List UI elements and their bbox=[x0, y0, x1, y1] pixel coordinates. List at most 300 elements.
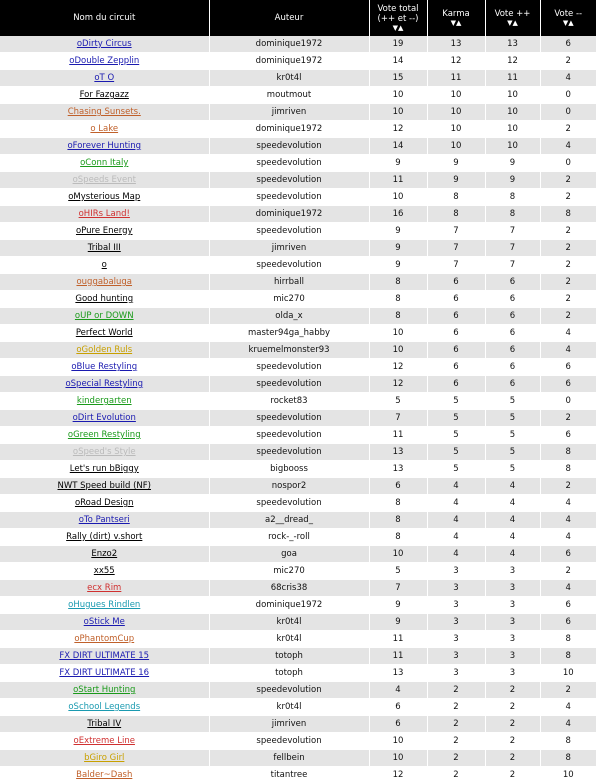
vote-total-cell: 9 bbox=[369, 597, 427, 614]
header-vote-total bbox=[369, 0, 427, 36]
karma-cell: 7 bbox=[427, 223, 485, 240]
circuit-name-cell bbox=[0, 478, 209, 495]
vote-up-cell: 9 bbox=[485, 155, 540, 172]
table-row bbox=[0, 699, 596, 716]
karma-cell: 4 bbox=[427, 529, 485, 546]
vote-down-cell: 8 bbox=[540, 206, 596, 223]
circuit-name-cell bbox=[0, 104, 209, 121]
vote-down-cell: 0 bbox=[540, 104, 596, 121]
table-row bbox=[0, 410, 596, 427]
vote-down-cell: 4 bbox=[540, 716, 596, 733]
sort-arrows-karma[interactable]: ▼▲ bbox=[428, 19, 485, 28]
vote-down-cell: 2 bbox=[540, 121, 596, 138]
table-row bbox=[0, 631, 596, 648]
author-cell: mic270 bbox=[209, 291, 369, 308]
vote-up-cell: 2 bbox=[485, 750, 540, 767]
vote-up-cell: 10 bbox=[485, 87, 540, 104]
circuit-name-cell bbox=[0, 665, 209, 682]
circuit-name-cell bbox=[0, 87, 209, 104]
karma-cell: 9 bbox=[427, 172, 485, 189]
vote-down-cell: 8 bbox=[540, 648, 596, 665]
vote-down-cell: 4 bbox=[540, 580, 596, 597]
author-cell: speedevolution bbox=[209, 410, 369, 427]
circuit-name-link[interactable]: oPure Energy bbox=[76, 226, 133, 236]
vote-total-cell: 14 bbox=[369, 138, 427, 155]
vote-down-cell: 2 bbox=[540, 223, 596, 240]
vote-total-cell: 6 bbox=[369, 716, 427, 733]
author-cell: jimriven bbox=[209, 104, 369, 121]
vote-total-cell: 10 bbox=[369, 104, 427, 121]
vote-down-cell: 6 bbox=[540, 359, 596, 376]
author-cell: goa bbox=[209, 546, 369, 563]
circuit-name-link[interactable]: oDirt Evolution bbox=[73, 413, 136, 423]
circuit-name-link[interactable]: FX DIRT ULTIMATE 16 bbox=[59, 668, 149, 678]
vote-down-cell: 10 bbox=[540, 665, 596, 682]
karma-cell: 3 bbox=[427, 631, 485, 648]
table-row bbox=[0, 495, 596, 512]
vote-up-cell: 8 bbox=[485, 189, 540, 206]
vote-down-cell: 8 bbox=[540, 631, 596, 648]
vote-total-cell: 11 bbox=[369, 631, 427, 648]
vote-down-cell: 4 bbox=[540, 512, 596, 529]
karma-cell: 5 bbox=[427, 393, 485, 410]
table-row bbox=[0, 172, 596, 189]
author-cell: rock-_-roll bbox=[209, 529, 369, 546]
circuit-name-link[interactable]: oDirty Circus bbox=[77, 39, 132, 49]
header-circuit-name bbox=[0, 0, 209, 36]
circuit-name-link[interactable]: ecx Rim bbox=[87, 583, 121, 593]
circuit-name-cell bbox=[0, 70, 209, 87]
circuit-name-link[interactable]: oDouble Zepplin bbox=[69, 56, 139, 66]
vote-total-cell: 10 bbox=[369, 546, 427, 563]
circuit-name-link[interactable]: oPhantomCup bbox=[74, 634, 134, 644]
author-cell: kr0t4l bbox=[209, 631, 369, 648]
table-row bbox=[0, 444, 596, 461]
author-cell: dominique1972 bbox=[209, 206, 369, 223]
table-row bbox=[0, 750, 596, 767]
vote-down-cell: 2 bbox=[540, 172, 596, 189]
circuit-name-link[interactable]: o bbox=[102, 260, 107, 270]
circuit-name-link[interactable]: oMysterious Map bbox=[68, 192, 140, 202]
author-cell: dominique1972 bbox=[209, 53, 369, 70]
vote-up-cell: 12 bbox=[485, 53, 540, 70]
vote-total-cell: 8 bbox=[369, 274, 427, 291]
circuit-name-link[interactable]: oSpeeds Event bbox=[73, 175, 136, 185]
vote-down-cell: 2 bbox=[540, 308, 596, 325]
circuit-name-link[interactable]: oHIRs Land! bbox=[79, 209, 130, 219]
vote-up-cell: 7 bbox=[485, 257, 540, 274]
table-row bbox=[0, 274, 596, 291]
author-cell: dominique1972 bbox=[209, 36, 369, 53]
table-row bbox=[0, 767, 596, 784]
table-row bbox=[0, 580, 596, 597]
author-cell: jimriven bbox=[209, 240, 369, 257]
vote-up-cell: 6 bbox=[485, 342, 540, 359]
circuit-name-link[interactable]: oHugues Rindlen bbox=[68, 600, 140, 610]
vote-total-cell: 8 bbox=[369, 291, 427, 308]
author-cell: speedevolution bbox=[209, 189, 369, 206]
vote-total-cell: 8 bbox=[369, 308, 427, 325]
karma-cell: 10 bbox=[427, 87, 485, 104]
circuit-name-cell bbox=[0, 206, 209, 223]
circuit-name-link[interactable]: Let's run bBiggy bbox=[70, 464, 139, 474]
karma-cell: 6 bbox=[427, 342, 485, 359]
table-row bbox=[0, 393, 596, 410]
karma-cell: 13 bbox=[427, 36, 485, 53]
author-cell: olda_x bbox=[209, 308, 369, 325]
circuit-name-cell bbox=[0, 376, 209, 393]
circuit-name-link[interactable]: FX DIRT ULTIMATE 15 bbox=[59, 651, 149, 661]
karma-cell: 2 bbox=[427, 682, 485, 699]
circuit-name-link[interactable]: o Lake bbox=[90, 124, 118, 134]
vote-total-cell: 8 bbox=[369, 495, 427, 512]
circuit-name-cell bbox=[0, 682, 209, 699]
vote-up-cell: 6 bbox=[485, 359, 540, 376]
circuit-name-cell bbox=[0, 648, 209, 665]
table-row bbox=[0, 53, 596, 70]
circuit-name-cell bbox=[0, 699, 209, 716]
vote-down-cell: 2 bbox=[540, 478, 596, 495]
vote-up-cell: 8 bbox=[485, 206, 540, 223]
circuit-name-cell bbox=[0, 240, 209, 257]
circuit-name-link[interactable]: oForever Hunting bbox=[67, 141, 141, 151]
karma-cell: 5 bbox=[427, 427, 485, 444]
vote-up-cell: 4 bbox=[485, 495, 540, 512]
vote-total-cell: 10 bbox=[369, 733, 427, 750]
karma-cell: 3 bbox=[427, 648, 485, 665]
vote-up-cell: 5 bbox=[485, 393, 540, 410]
circuit-name-link[interactable]: oStart Hunting bbox=[73, 685, 135, 695]
circuit-name-link[interactable]: oSchool Legends bbox=[68, 702, 140, 712]
vote-up-cell: 3 bbox=[485, 597, 540, 614]
karma-cell: 10 bbox=[427, 104, 485, 121]
circuit-name-cell bbox=[0, 291, 209, 308]
vote-up-cell: 10 bbox=[485, 138, 540, 155]
vote-up-cell: 5 bbox=[485, 427, 540, 444]
author-cell: speedevolution bbox=[209, 138, 369, 155]
author-cell: speedevolution bbox=[209, 495, 369, 512]
karma-cell: 6 bbox=[427, 359, 485, 376]
vote-down-cell: 4 bbox=[540, 342, 596, 359]
vote-down-cell: 2 bbox=[540, 257, 596, 274]
vote-up-cell: 7 bbox=[485, 240, 540, 257]
circuit-name-link[interactable]: NWT Speed build (NF) bbox=[58, 481, 152, 491]
vote-total-cell: 10 bbox=[369, 87, 427, 104]
sort-arrows-vote-up[interactable]: ▼▲ bbox=[486, 19, 540, 28]
circuit-name-cell bbox=[0, 223, 209, 240]
circuit-name-link[interactable]: bGiro Girl bbox=[84, 753, 124, 763]
author-cell: totoph bbox=[209, 648, 369, 665]
circuit-name-link[interactable]: kindergarten bbox=[77, 396, 132, 406]
karma-cell: 6 bbox=[427, 308, 485, 325]
circuit-name-link[interactable]: oT O bbox=[94, 73, 114, 83]
karma-cell: 3 bbox=[427, 614, 485, 631]
vote-up-cell: 13 bbox=[485, 36, 540, 53]
vote-total-cell: 12 bbox=[369, 121, 427, 138]
author-cell: speedevolution bbox=[209, 172, 369, 189]
circuit-name-link[interactable]: Chasing Sunsets. bbox=[68, 107, 141, 117]
vote-total-cell: 8 bbox=[369, 512, 427, 529]
karma-cell: 5 bbox=[427, 444, 485, 461]
circuit-name-link[interactable]: oBlue Restyling bbox=[71, 362, 137, 372]
vote-down-cell: 10 bbox=[540, 767, 596, 784]
vote-total-cell: 16 bbox=[369, 206, 427, 223]
author-cell: a2__dread_ bbox=[209, 512, 369, 529]
header-vote-total-sublabel: (++ et --) bbox=[370, 14, 427, 24]
circuit-name-link[interactable]: oSpecial Restyling bbox=[65, 379, 143, 389]
table-row bbox=[0, 206, 596, 223]
circuit-name-cell bbox=[0, 410, 209, 427]
vote-down-cell: 2 bbox=[540, 682, 596, 699]
author-cell: kr0t4l bbox=[209, 699, 369, 716]
vote-total-cell: 12 bbox=[369, 767, 427, 784]
vote-down-cell: 4 bbox=[540, 495, 596, 512]
circuit-name-link[interactable]: oStick Me bbox=[84, 617, 125, 627]
vote-up-cell: 3 bbox=[485, 648, 540, 665]
vote-down-cell: 4 bbox=[540, 70, 596, 87]
vote-down-cell: 0 bbox=[540, 87, 596, 104]
circuit-name-cell bbox=[0, 580, 209, 597]
vote-total-cell: 9 bbox=[369, 614, 427, 631]
author-cell: 68cris38 bbox=[209, 580, 369, 597]
author-cell: hirrball bbox=[209, 274, 369, 291]
circuit-name-cell bbox=[0, 495, 209, 512]
vote-total-cell: 11 bbox=[369, 172, 427, 189]
circuit-name-link[interactable]: oRoad Design bbox=[75, 498, 134, 508]
circuit-name-cell bbox=[0, 308, 209, 325]
circuit-name-cell bbox=[0, 189, 209, 206]
vote-down-cell: 2 bbox=[540, 410, 596, 427]
vote-up-cell: 10 bbox=[485, 121, 540, 138]
vote-down-cell: 6 bbox=[540, 427, 596, 444]
circuit-name-cell bbox=[0, 155, 209, 172]
table-row bbox=[0, 121, 596, 138]
karma-cell: 7 bbox=[427, 240, 485, 257]
karma-cell: 3 bbox=[427, 665, 485, 682]
vote-down-cell: 6 bbox=[540, 614, 596, 631]
karma-cell: 4 bbox=[427, 495, 485, 512]
circuit-name-link[interactable]: Tribal III bbox=[88, 243, 121, 253]
circuit-name-cell bbox=[0, 444, 209, 461]
circuit-name-cell bbox=[0, 393, 209, 410]
table-row bbox=[0, 427, 596, 444]
table-row bbox=[0, 155, 596, 172]
vote-up-cell: 7 bbox=[485, 223, 540, 240]
table-row bbox=[0, 104, 596, 121]
vote-total-cell: 7 bbox=[369, 410, 427, 427]
table-row bbox=[0, 682, 596, 699]
circuit-name-cell bbox=[0, 121, 209, 138]
table-row bbox=[0, 529, 596, 546]
author-cell: dominique1972 bbox=[209, 597, 369, 614]
karma-cell: 12 bbox=[427, 53, 485, 70]
circuit-name-link[interactable]: Enzo2 bbox=[91, 549, 117, 559]
vote-total-cell: 5 bbox=[369, 563, 427, 580]
table-row bbox=[0, 376, 596, 393]
karma-cell: 6 bbox=[427, 325, 485, 342]
author-cell: jimriven bbox=[209, 716, 369, 733]
vote-down-cell: 6 bbox=[540, 36, 596, 53]
table-row bbox=[0, 359, 596, 376]
circuit-name-link[interactable]: oGreen Restyling bbox=[68, 430, 141, 440]
author-cell: bigbooss bbox=[209, 461, 369, 478]
header-vote-up bbox=[485, 0, 540, 36]
vote-total-cell: 14 bbox=[369, 53, 427, 70]
header-author bbox=[209, 0, 369, 36]
karma-cell: 2 bbox=[427, 716, 485, 733]
circuit-name-link[interactable]: oUP or DOWN bbox=[75, 311, 134, 321]
circuit-name-link[interactable]: oGolden Ruls bbox=[76, 345, 132, 355]
sort-arrows-vote-total[interactable]: ▼▲ bbox=[370, 24, 427, 33]
karma-cell: 4 bbox=[427, 478, 485, 495]
author-cell: rocket83 bbox=[209, 393, 369, 410]
header-vote-total-label: Vote total bbox=[370, 4, 427, 14]
vote-up-cell: 6 bbox=[485, 325, 540, 342]
author-cell: moutmout bbox=[209, 87, 369, 104]
header-author-label: Auteur bbox=[275, 13, 304, 23]
circuit-name-cell bbox=[0, 750, 209, 767]
table-row bbox=[0, 240, 596, 257]
table-row bbox=[0, 257, 596, 274]
circuit-name-link[interactable]: ouggabaluga bbox=[76, 277, 132, 287]
circuit-name-cell bbox=[0, 767, 209, 784]
vote-down-cell: 0 bbox=[540, 393, 596, 410]
circuit-name-cell bbox=[0, 529, 209, 546]
vote-down-cell: 4 bbox=[540, 699, 596, 716]
karma-cell: 10 bbox=[427, 138, 485, 155]
author-cell: kr0t4l bbox=[209, 70, 369, 87]
author-cell: fellbein bbox=[209, 750, 369, 767]
vote-total-cell: 9 bbox=[369, 155, 427, 172]
author-cell: dominique1972 bbox=[209, 121, 369, 138]
circuit-name-link[interactable]: Balder~Dash bbox=[76, 770, 132, 780]
circuit-name-link[interactable]: oConn Italy bbox=[80, 158, 128, 168]
author-cell: speedevolution bbox=[209, 155, 369, 172]
author-cell: totoph bbox=[209, 665, 369, 682]
author-cell: kruemelmonster93 bbox=[209, 342, 369, 359]
vote-total-cell: 10 bbox=[369, 342, 427, 359]
author-cell: kr0t4l bbox=[209, 614, 369, 631]
karma-cell: 2 bbox=[427, 750, 485, 767]
vote-down-cell: 6 bbox=[540, 376, 596, 393]
table-row bbox=[0, 291, 596, 308]
circuit-name-link[interactable]: oExtreme Line bbox=[74, 736, 135, 746]
circuit-name-cell bbox=[0, 614, 209, 631]
vote-up-cell: 4 bbox=[485, 478, 540, 495]
vote-up-cell: 2 bbox=[485, 699, 540, 716]
table-header bbox=[0, 0, 596, 36]
karma-cell: 6 bbox=[427, 376, 485, 393]
circuit-name-cell bbox=[0, 461, 209, 478]
table-row bbox=[0, 308, 596, 325]
author-cell: speedevolution bbox=[209, 427, 369, 444]
author-cell: speedevolution bbox=[209, 257, 369, 274]
table-row bbox=[0, 223, 596, 240]
vote-up-cell: 2 bbox=[485, 682, 540, 699]
author-cell: speedevolution bbox=[209, 376, 369, 393]
table-row bbox=[0, 325, 596, 342]
vote-down-cell: 8 bbox=[540, 733, 596, 750]
vote-up-cell: 11 bbox=[485, 70, 540, 87]
vote-down-cell: 2 bbox=[540, 53, 596, 70]
circuit-name-link[interactable]: Tribal IV bbox=[87, 719, 121, 729]
circuit-name-cell bbox=[0, 563, 209, 580]
vote-total-cell: 7 bbox=[369, 580, 427, 597]
vote-up-cell: 5 bbox=[485, 461, 540, 478]
vote-up-cell: 6 bbox=[485, 291, 540, 308]
vote-up-cell: 3 bbox=[485, 614, 540, 631]
circuit-name-cell bbox=[0, 53, 209, 70]
vote-total-cell: 12 bbox=[369, 359, 427, 376]
vote-down-cell: 2 bbox=[540, 189, 596, 206]
circuit-name-cell bbox=[0, 342, 209, 359]
vote-up-cell: 6 bbox=[485, 308, 540, 325]
vote-up-cell: 9 bbox=[485, 172, 540, 189]
header-vote-down-label: Vote -- bbox=[541, 9, 596, 19]
table-row bbox=[0, 342, 596, 359]
vote-down-cell: 8 bbox=[540, 444, 596, 461]
karma-cell: 4 bbox=[427, 546, 485, 563]
table-row bbox=[0, 614, 596, 631]
karma-cell: 3 bbox=[427, 580, 485, 597]
vote-down-cell: 4 bbox=[540, 325, 596, 342]
table-row bbox=[0, 733, 596, 750]
vote-up-cell: 3 bbox=[485, 580, 540, 597]
table-row bbox=[0, 597, 596, 614]
vote-down-cell: 2 bbox=[540, 291, 596, 308]
table-row bbox=[0, 665, 596, 682]
circuit-name-cell bbox=[0, 257, 209, 274]
circuit-name-cell bbox=[0, 597, 209, 614]
circuit-name-link[interactable]: oSpeed's Style bbox=[73, 447, 136, 457]
karma-cell: 3 bbox=[427, 597, 485, 614]
circuit-name-cell bbox=[0, 427, 209, 444]
header-karma-label: Karma bbox=[428, 9, 485, 19]
sort-arrows-vote-down[interactable]: ▼▲ bbox=[541, 19, 596, 28]
vote-down-cell: 2 bbox=[540, 563, 596, 580]
circuit-name-cell bbox=[0, 631, 209, 648]
vote-down-cell: 6 bbox=[540, 597, 596, 614]
circuit-name-link[interactable]: Good hunting bbox=[75, 294, 133, 304]
vote-down-cell: 8 bbox=[540, 750, 596, 767]
table-row bbox=[0, 189, 596, 206]
author-cell: speedevolution bbox=[209, 444, 369, 461]
circuit-name-link[interactable]: Rally (dirt) v.short bbox=[66, 532, 142, 542]
header-karma bbox=[427, 0, 485, 36]
vote-down-cell: 6 bbox=[540, 546, 596, 563]
vote-down-cell: 2 bbox=[540, 240, 596, 257]
vote-up-cell: 5 bbox=[485, 444, 540, 461]
table-row bbox=[0, 461, 596, 478]
vote-down-cell: 0 bbox=[540, 155, 596, 172]
circuit-name-link[interactable]: Perfect World bbox=[76, 328, 133, 338]
vote-total-cell: 10 bbox=[369, 325, 427, 342]
table-row bbox=[0, 138, 596, 155]
karma-cell: 5 bbox=[427, 410, 485, 427]
vote-up-cell: 4 bbox=[485, 546, 540, 563]
vote-up-cell: 4 bbox=[485, 512, 540, 529]
author-cell: speedevolution bbox=[209, 223, 369, 240]
circuit-name-link[interactable]: xx55 bbox=[94, 566, 115, 576]
vote-up-cell: 2 bbox=[485, 767, 540, 784]
vote-total-cell: 15 bbox=[369, 70, 427, 87]
table-row bbox=[0, 563, 596, 580]
vote-up-cell: 6 bbox=[485, 376, 540, 393]
circuit-name-link[interactable]: oTo Pantseri bbox=[79, 515, 130, 525]
circuit-name-link[interactable]: For Fazgazz bbox=[80, 90, 129, 100]
vote-total-cell: 13 bbox=[369, 444, 427, 461]
circuit-name-cell bbox=[0, 172, 209, 189]
